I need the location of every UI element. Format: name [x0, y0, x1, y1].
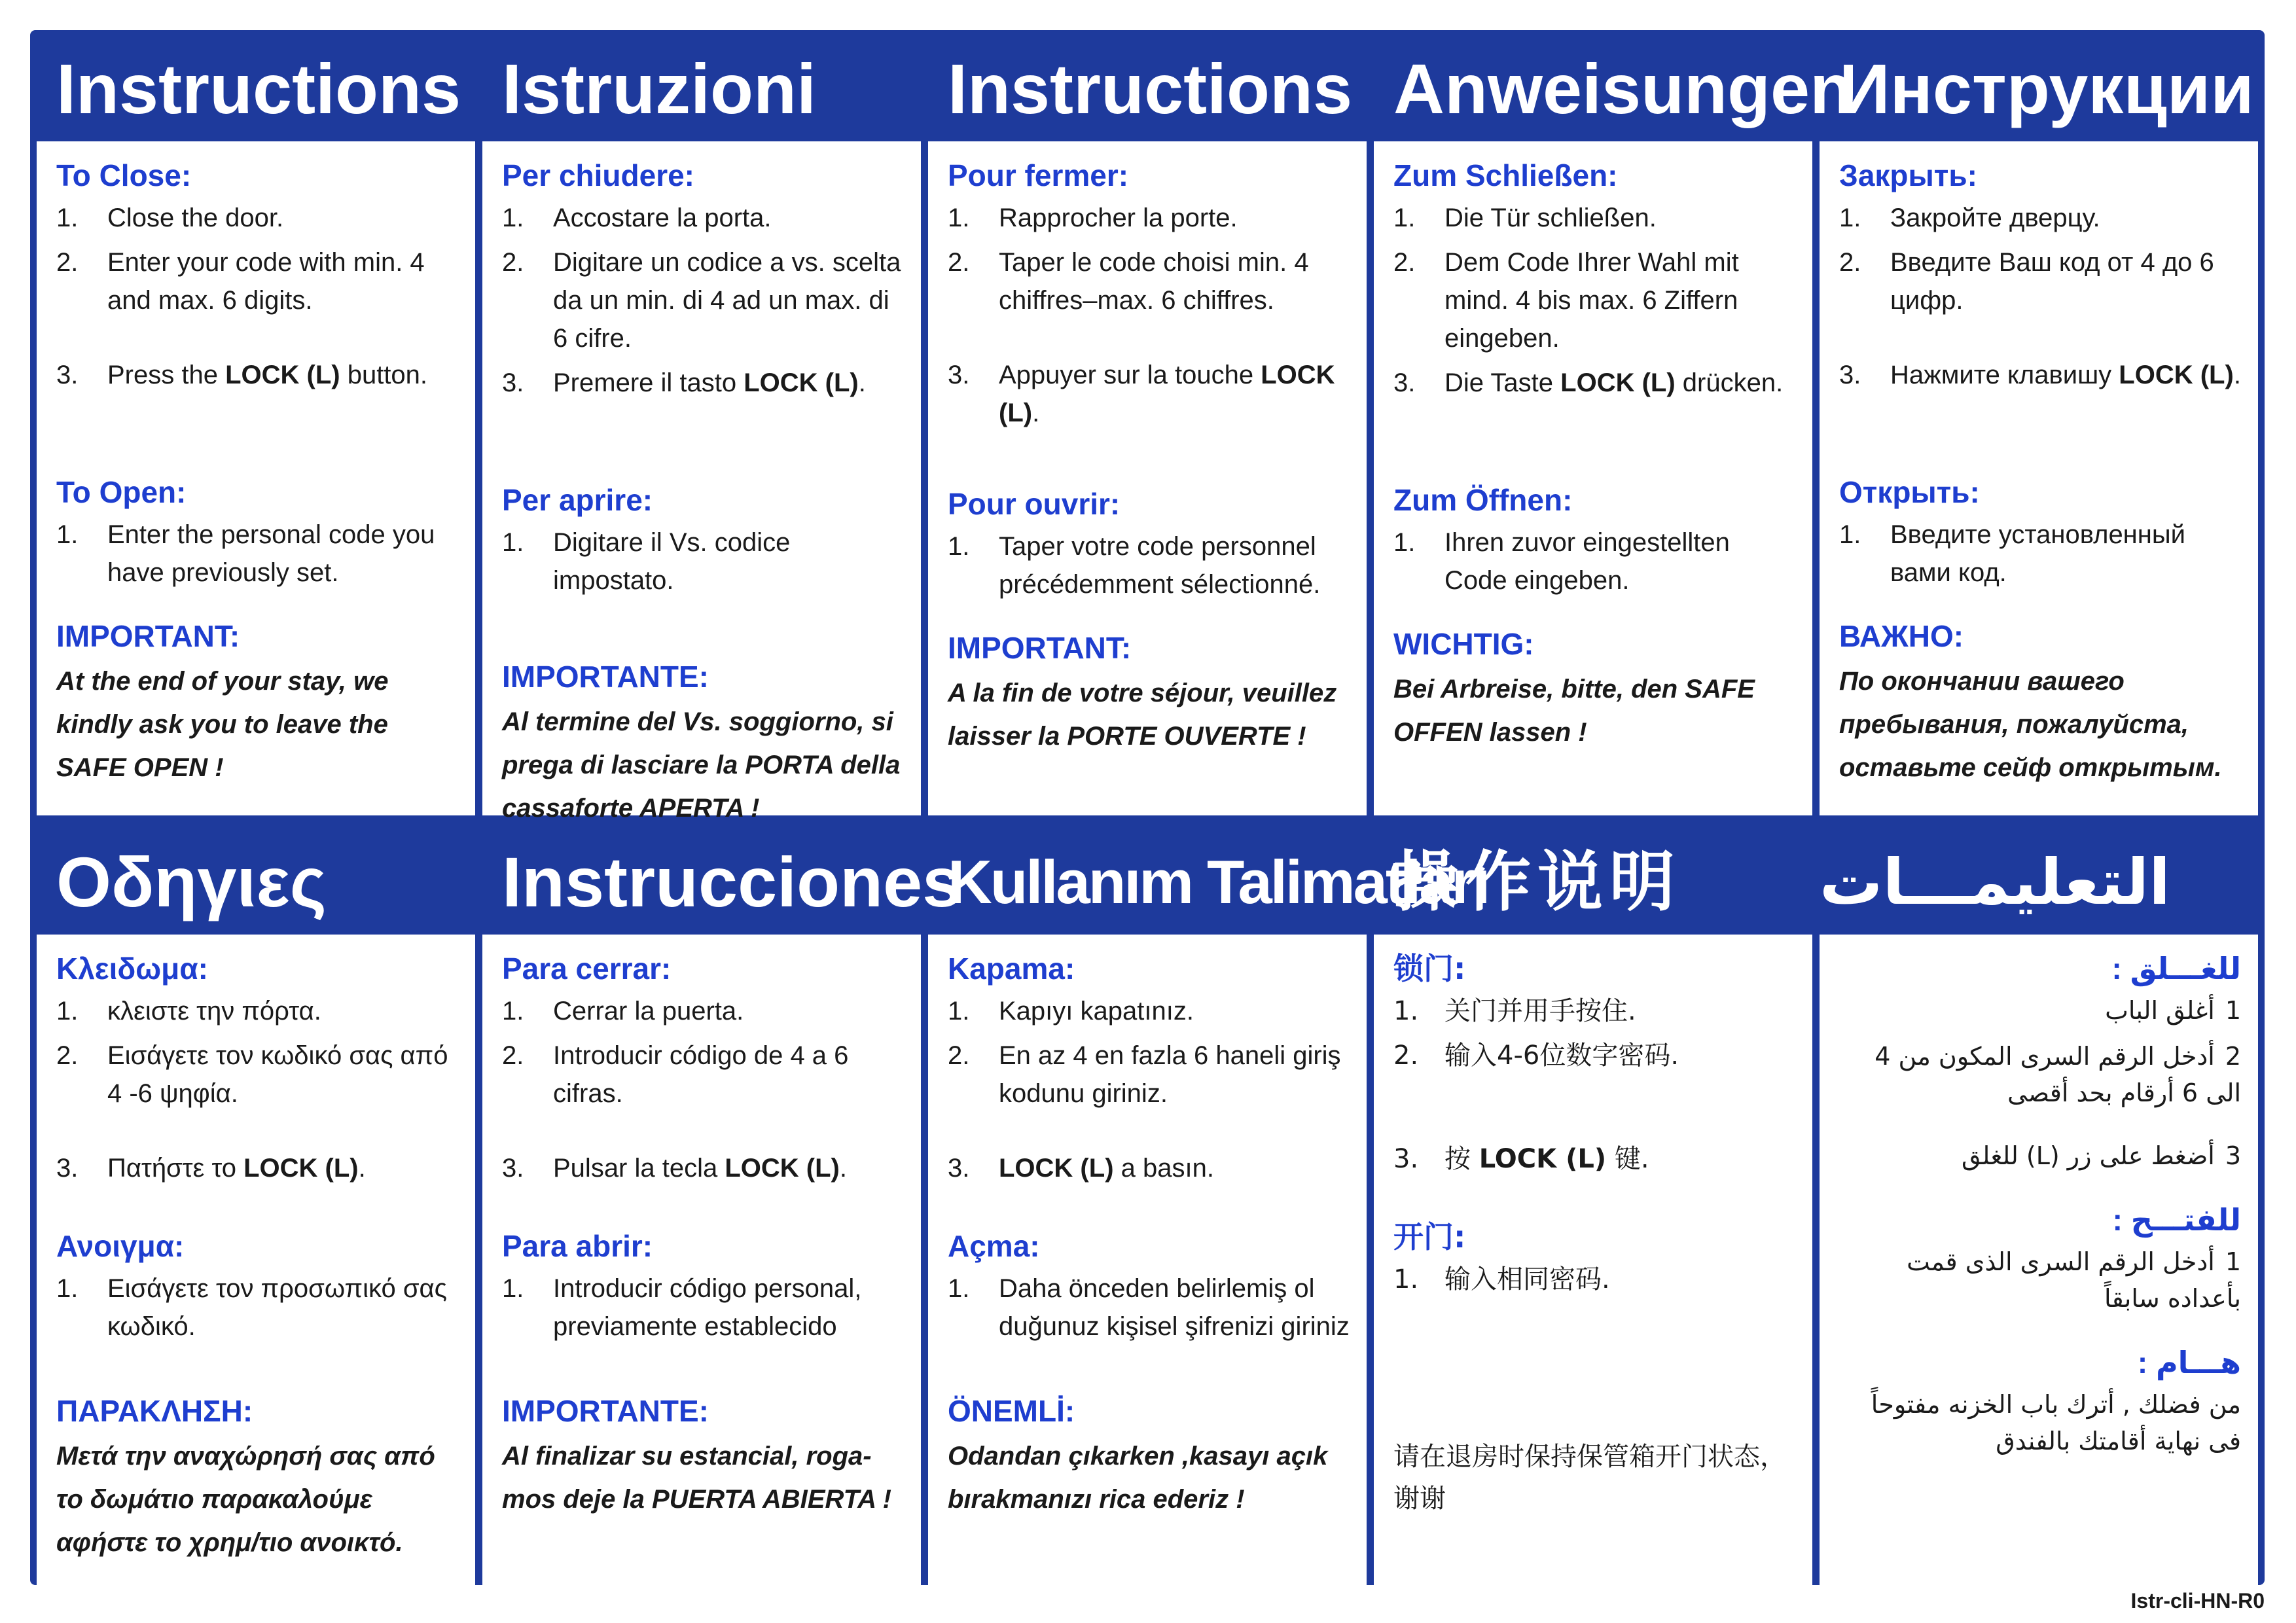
close-title: Κλειδωμα: [56, 952, 208, 986]
step: 1أدخل الرقم السرى الذى قمت بأعداده سابقاً [1907, 1247, 2241, 1313]
heading: Istruzioni [502, 49, 816, 128]
step: 1. Cerrar la puerta. [502, 997, 744, 1026]
document-code: Istr-cli-HN-R0 [2130, 1589, 2265, 1613]
step: 2. Enter your code with min. 4 and max. 6 digits. [56, 248, 425, 315]
close-title: Pour fermer: [948, 158, 1129, 192]
close-steps [948, 992, 1350, 1187]
step: 2أدخل الرقم السرى المكون من 4 الى 6 أرقام بحد أقصى [1874, 1042, 2241, 1107]
important-title: ВАЖНО: [1839, 619, 1964, 653]
open-title: 开门: [1393, 1219, 1466, 1255]
step: 2. Taper le code choisi min. 4 chiffres–max. 6 chiffres. [948, 248, 1309, 315]
close-title: Para cerrar: [502, 952, 672, 986]
open-title: Per aprire: [502, 483, 653, 517]
column-german [1374, 37, 1854, 815]
panel [928, 935, 1367, 1611]
heading: 操作说明 [1393, 844, 1681, 920]
panel [1374, 935, 1812, 1611]
heading: Instructions [56, 49, 461, 128]
step: 2. Введите Ваш код от 4 до 6 цифр. [1839, 248, 2214, 315]
step: 1. Die Tür schließen. [1393, 204, 1657, 232]
close-title: للغـــلق : [2111, 952, 2241, 986]
step: 2. Digitare un codice a vs. scelta da un min. di 4 ad un max. di 6 cifre. [502, 248, 901, 353]
open-steps [948, 527, 1350, 603]
step: 1. Закройте дверцу. [1839, 204, 2100, 232]
step: 1. Введите установленный вами код. [1839, 520, 2185, 587]
instruction-card [30, 30, 2265, 1585]
close-title: Zum Schließen: [1393, 158, 1618, 192]
close-steps [948, 199, 1350, 432]
step: 1. Accostare la porta. [502, 204, 772, 232]
column-spanish [482, 830, 962, 1611]
open-steps [56, 1270, 458, 1346]
close-steps [502, 199, 904, 402]
important-title: IMPORTANTE: [502, 1394, 709, 1428]
step: 1. 输入相同密码. [1393, 1264, 1610, 1294]
step: 1. Taper votre code personnel précédemment sélectionné. [948, 532, 1321, 599]
step: 3. 按 LOCK (L) 键. [1393, 1144, 1649, 1174]
step: 1. Daha önceden belirlemiş ol duğunuz kişisel şifrenizi giriniz [948, 1274, 1350, 1341]
step: 3أضغط على زر (L) للغلق [1962, 1141, 2241, 1170]
step: 2. Εισάγετε τον κωδικό σας από 4 -6 ψηφία. [56, 1041, 448, 1108]
important-title: IMPORTANTE: [502, 660, 709, 694]
step: 1. Close the door. [56, 204, 284, 232]
open-steps [502, 524, 904, 599]
close-steps [1393, 992, 1795, 1178]
open-title: To Open: [56, 475, 187, 509]
step: 1. 关门并用手按住. [1393, 996, 1636, 1026]
step: 1. κλειστε την πόρτα. [56, 997, 321, 1026]
open-steps [1839, 516, 2241, 592]
panel [928, 141, 1367, 815]
important-title: WICHTIG: [1393, 627, 1534, 661]
open-title: Açma: [948, 1229, 1040, 1263]
column-arabic [1820, 830, 2258, 1611]
step: 3. Нажмите клавишу LOCK (L). [1839, 361, 2241, 389]
step: 1. Εισάγετε τον προσωπικό σας κωδικό. [56, 1274, 447, 1341]
open-title: Pour ouvrir: [948, 487, 1121, 521]
panel [1374, 141, 1812, 815]
open-title: Ανοιγμα: [56, 1229, 185, 1263]
open-steps [1393, 1260, 1795, 1298]
close-steps [502, 992, 904, 1187]
step: 1. Ihren zuvor eingestellten Code eingeben. [1393, 528, 1730, 595]
step: 1أغلق الباب [2105, 996, 2241, 1025]
important-text: 请在退房时保持保管箱开门状态，谢谢 [1393, 1442, 1786, 1514]
heading: Instructions [948, 49, 1353, 128]
bottom-row [37, 830, 2258, 1611]
panel [37, 141, 475, 815]
step: 1. Digitare il Vs. codice impostato. [502, 528, 791, 595]
open-steps [1393, 524, 1795, 599]
heading: Anweisungen [1393, 49, 1854, 128]
important-text: A la fin de votre séjour, veuillez laisser la PORTE OUVERTE ! [948, 679, 1337, 751]
close-steps [56, 199, 458, 394]
step: 2. 输入4-6位数字密码. [1393, 1041, 1679, 1071]
panel [1820, 141, 2258, 815]
important-title: IMPORTANT: [948, 631, 1132, 665]
heading: Οδηγιες [56, 842, 327, 921]
panel [37, 935, 475, 1611]
panel [482, 141, 921, 823]
open-title: Zum Öffnen: [1393, 483, 1573, 517]
column-english [37, 37, 475, 815]
close-steps [56, 992, 458, 1187]
close-title: 锁门: [1393, 951, 1466, 986]
heading: التعليمـــات [1820, 846, 2171, 919]
step: 1. Rapprocher la porte. [948, 204, 1238, 232]
column-russian [1820, 37, 2258, 815]
step: 3. LOCK (L) a basın. [948, 1154, 1214, 1183]
heading: Kullanım Talimatları [948, 847, 1489, 916]
important-text: Bei Arbreise, bitte, den SAFE OFFEN lassen ! [1393, 675, 1755, 747]
step: 1. Kapıyı kapatınız. [948, 997, 1194, 1026]
panel [482, 935, 921, 1611]
step: 3. Πατήστε το LOCK (L). [56, 1154, 366, 1183]
step: 1. Enter the personal code you have previously set. [56, 520, 435, 587]
important-text: Al termine del Vs. soggiorno, si prega di lasciare la PORTA della cassaforte APERTA ! [502, 707, 901, 823]
open-steps [56, 516, 458, 592]
close-title: Per chiudere: [502, 158, 694, 192]
important-text: Μετά την αναχώρησή σας από το δωμάτιο παρακαλούμε αφήστε το χρημ/τιο ανοικτό. [56, 1442, 435, 1557]
open-steps [502, 1270, 904, 1346]
close-steps [1393, 199, 1795, 402]
open-title: Открыть: [1839, 475, 1980, 509]
important-text: По окончании вашего пребывания, пожалуйста, оставьте сейф открытым. [1839, 667, 2222, 782]
step: 3. Die Taste LOCK (L) drücken. [1393, 368, 1784, 397]
important-text: Al finalizar su estancial, roga-mos deje la PUERTA ABIERTA ! [502, 1442, 891, 1514]
column-chinese [1374, 830, 1812, 1611]
step: 2. Dem Code Ihrer Wahl mit mind. 4 bis max. 6 Ziffern eingeben. [1393, 248, 1739, 353]
close-title: To Close: [56, 158, 192, 192]
step: 2. Introducir código de 4 a 6 cifras. [502, 1041, 849, 1108]
important-title: هـــام : [2137, 1346, 2241, 1380]
top-row [37, 37, 2258, 823]
step: 3. Premere il tasto LOCK (L). [502, 368, 866, 397]
important-text: Odandan çıkarken ,kasayı açık bırakmanızı rica ederiz ! [948, 1442, 1328, 1514]
open-title: Para abrir: [502, 1229, 653, 1263]
step: 3. Press the LOCK (L) button. [56, 361, 428, 389]
heading: Инструкции [1839, 49, 2254, 128]
step: 1. Introducir código personal, previamente establecido [502, 1274, 862, 1341]
close-steps [1839, 199, 2241, 394]
column-french [928, 37, 1367, 815]
column-greek [37, 830, 475, 1611]
important-text: من فضلك , أترك باب الخزنه مفتوحاً فى نهاية أقامتك بالفندق [1871, 1390, 2241, 1455]
important-title: ÖNEMLİ: [948, 1394, 1075, 1428]
step: 2. En az 4 en fazla 6 haneli giriş kodunu giriniz. [948, 1041, 1341, 1108]
step: 3. Pulsar la tecla LOCK (L). [502, 1154, 847, 1183]
close-title: Kapama: [948, 952, 1075, 986]
panel [1820, 935, 2258, 1611]
step: 3. Appuyer sur la touche LOCK (L). [948, 361, 1335, 427]
column-italian [482, 37, 921, 823]
open-steps [948, 1270, 1350, 1346]
important-title: ΠΑΡΑΚΛΗΣΗ: [56, 1394, 253, 1428]
open-title: للفتـــح : [2112, 1203, 2241, 1237]
important-title: IMPORTANT: [56, 619, 240, 653]
heading: Instrucciones [502, 842, 962, 921]
close-title: Закрыть: [1839, 158, 1977, 192]
important-text: At the end of your stay, we kindly ask you to leave the SAFE OPEN ! [56, 667, 389, 782]
